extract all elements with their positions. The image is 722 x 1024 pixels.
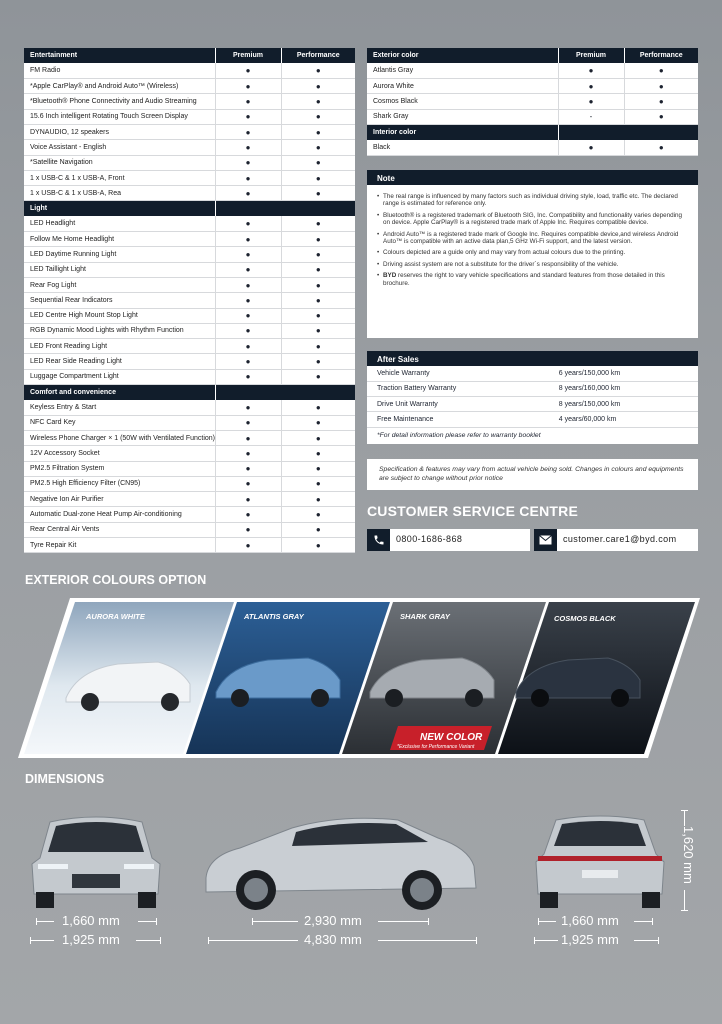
performance-mark: ● [281,339,355,354]
spec-row [24,63,355,78]
section-title: Interior color [367,124,558,139]
swatch-label-atlantis-gray: ATLANTIS GRAY [244,612,304,621]
feature-name: 15.6 Inch intelligent Rotating Touch Screen Display [24,109,215,124]
colour-name: Aurora White [367,79,558,94]
colour-row [367,79,698,94]
premium-mark: ● [215,186,281,201]
spec-section-row [24,385,355,400]
warranty-name: Vehicle Warranty [367,366,547,381]
note-item [377,272,688,287]
spec-row [24,415,355,430]
spec-row [24,308,355,323]
premium-mark: ● [215,277,281,292]
spec-row [24,538,355,553]
premium-mark: ● [215,339,281,354]
car-front-view [28,812,164,912]
premium-mark: ● [215,262,281,277]
spec-row [24,216,355,231]
premium-mark: ● [215,140,281,155]
swatch-label-shark-gray: SHARK GRAY [400,612,450,621]
performance-mark: ● [624,140,698,155]
premium-mark: ● [215,216,281,231]
feature-name: FM Radio [24,63,215,78]
length-dimension: 4,830 mm [304,932,362,947]
feature-name: Rear Fog Light [24,277,215,292]
section-title: Comfort and convenience [24,385,215,400]
feature-name: Luggage Compartment Light [24,369,215,384]
rear-width-dimension: 1,925 mm [561,932,619,947]
performance-mark: ● [281,216,355,231]
note-lead: BYD [383,272,397,280]
after-sales-row [367,381,698,396]
after-sales-row [367,366,698,381]
feature-spec-table [24,48,355,553]
after-sales-panel [367,351,698,444]
spec-row [24,155,355,170]
premium-mark: ● [558,94,624,109]
performance-mark: ● [281,63,355,78]
feature-name: 1 x USB-C & 1 x USB-A, Front [24,170,215,185]
performance-mark: ● [281,492,355,507]
section-title: Light [24,201,215,216]
section-spacer [281,385,355,400]
feature-name: *Bluetooth® Phone Connectivity and Audio Streaming [24,94,215,109]
after-sales-title: After Sales [367,351,698,366]
premium-mark: ● [558,79,624,94]
colour-row [367,109,698,124]
note-item [377,193,688,208]
spec-row [24,369,355,384]
feature-name: PM2.5 High Efficiency Filter (CN95) [24,476,215,491]
performance-header: Performance [281,48,355,63]
colour-name: Cosmos Black [367,94,558,109]
after-sales-row [367,397,698,412]
performance-mark: ● [281,293,355,308]
note-text: The real range is influenced by many factors such as individual driving style, load, traffic etc. The declared range is estimated for reference only. [383,193,678,208]
feature-name: *Apple CarPlay® and Android Auto™ (Wireless) [24,79,215,94]
feature-name: LED Centre High Mount Stop Light [24,308,215,323]
spec-row [24,339,355,354]
height-dimension: 1,620 mm [681,826,696,884]
section-spacer [624,124,698,139]
spec-disclaimer: Specification & features may vary from actual vehicle being sold. Changes in colours and equipments are subject to change without prior notice [367,459,698,490]
premium-header: Premium [558,48,624,63]
performance-mark: ● [281,430,355,445]
feature-name: NFC Card Key [24,415,215,430]
section-spacer [281,201,355,216]
note-list [367,185,698,287]
feature-name: Rear Central Air Vents [24,522,215,537]
spec-header-row [24,48,355,63]
section-spacer [558,124,624,139]
premium-mark: ● [215,538,281,553]
email-address: customer.care1@byd.com [563,534,677,544]
note-item [377,231,688,246]
spec-row [24,186,355,201]
premium-mark: ● [215,63,281,78]
performance-mark: ● [281,109,355,124]
swatch-label-cosmos-black: COSMOS BLACK [554,614,616,623]
performance-mark: ● [281,277,355,292]
new-color-label: NEW COLOR [420,732,483,743]
performance-mark: ● [281,507,355,522]
colour-name: Shark Gray [367,109,558,124]
feature-name: Sequential Rear Indicators [24,293,215,308]
phone-number: 0800-1686-868 [396,534,463,544]
spec-row [24,461,355,476]
performance-mark: ● [624,63,698,78]
email-contact[interactable] [534,529,698,551]
premium-mark: ● [215,400,281,415]
new-color-note: *Exclusive for Performance Variant [397,744,475,750]
premium-mark: ● [215,476,281,491]
spec-row [24,94,355,109]
premium-mark: ● [215,415,281,430]
feature-name: RGB Dynamic Mood Lights with Rhythm Function [24,323,215,338]
feature-name: *Satellite Navigation [24,155,215,170]
spec-row [24,522,355,537]
note-title: Note [367,170,698,185]
premium-mark: ● [215,446,281,461]
feature-name: DYNAUDIO, 12 speakers [24,124,215,139]
spec-row [24,446,355,461]
premium-mark: ● [215,247,281,262]
premium-mark: ● [215,232,281,247]
car-rear-view [532,812,668,912]
spec-row [24,507,355,522]
spec-row [24,140,355,155]
premium-mark: ● [215,430,281,445]
note-text: Bluetooth® is a registered trademark of Bluetooth SIG, Inc. Compatibility and functionality varies depending on device. Apple CarPlay® is a registered trade mark of Apple Inc. Requires compatible device. [383,211,683,227]
dimensions-title: DIMENSIONS [25,772,105,786]
feature-name: LED Rear Side Reading Light [24,354,215,369]
premium-header: Premium [215,48,281,63]
performance-mark: ● [624,109,698,124]
performance-mark: ● [281,538,355,553]
feature-name: Keyless Entry & Start [24,400,215,415]
section-title: Entertainment [24,48,215,63]
performance-mark: ● [281,140,355,155]
warranty-footnote: *For detail information please refer to warranty booklet [377,431,541,439]
front-track-dimension: 1,660 mm [62,913,120,928]
performance-mark: ● [281,232,355,247]
warranty-value: 4 years/60,000 km [547,412,698,427]
spec-row [24,323,355,338]
performance-mark: ● [281,170,355,185]
feature-name: 1 x USB-C & 1 x USB-A, Rea [24,186,215,201]
note-item [377,212,688,227]
premium-mark: ● [215,109,281,124]
spec-row [24,277,355,292]
spec-row [24,124,355,139]
spec-row [24,400,355,415]
colour-row [367,94,698,109]
spec-section-row [24,201,355,216]
phone-icon [367,529,390,551]
spec-row [24,232,355,247]
note-panel [367,170,698,338]
exterior-colours-title: EXTERIOR COLOURS OPTION [25,573,207,587]
premium-mark: ● [215,323,281,338]
premium-mark: ● [215,461,281,476]
note-text: reserves the right to vary vehicle specifications and standard features from those detailed in this brochure. [383,272,665,287]
spec-row [24,109,355,124]
feature-name: 12V Accessory Socket [24,446,215,461]
car-side-view [200,808,480,912]
feature-name: Automatic Dual-zone Heat Pump Air-conditioning [24,507,215,522]
colour-name: Black [367,140,558,155]
premium-mark: ● [215,354,281,369]
front-width-dimension: 1,925 mm [62,932,120,947]
note-text: Android Auto™ is a registered trade mark of Google Inc. Requires compatible device,and wireless Android Auto™ is compatible with an active data plan,5 GHz Wi-Fi support, and the latest version. [383,230,679,246]
premium-mark: ● [215,492,281,507]
performance-mark: ● [281,369,355,384]
feature-name: LED Daytime Running Light [24,247,215,262]
spec-row [24,430,355,445]
premium-mark: ● [558,63,624,78]
performance-header: Performance [624,48,698,63]
performance-mark: ● [281,94,355,109]
colour-row [367,140,698,155]
spec-row [24,293,355,308]
performance-mark: ● [281,79,355,94]
feature-name: Tyre Repair Kit [24,538,215,553]
spec-row [24,247,355,262]
customer-service-title: CUSTOMER SERVICE CENTRE [367,503,579,519]
performance-mark: ● [281,155,355,170]
premium-mark: ● [215,308,281,323]
note-text: Driving assist system are not a substitute for the driver´s responsibility of the vehicle. [383,260,619,268]
performance-mark: ● [624,79,698,94]
spec-row [24,170,355,185]
premium-mark: - [558,109,624,124]
feature-name: LED Taillight Light [24,262,215,277]
warranty-name: Free Maintenance [367,412,547,427]
spec-row [24,476,355,491]
note-item [377,261,688,268]
colour-name: Atlantis Gray [367,63,558,78]
performance-mark: ● [281,124,355,139]
note-text: Colours depicted are a guide only and may vary from actual colours due to the printing. [383,249,626,257]
premium-mark: ● [215,94,281,109]
premium-mark: ● [215,170,281,185]
warranty-name: Drive Unit Warranty [367,397,547,412]
feature-name: Wireless Phone Charger × 1 (50W with Ventilated Function) [24,430,215,445]
spec-row [24,492,355,507]
spec-row [24,354,355,369]
feature-name: LED Front Reading Light [24,339,215,354]
colour-row [367,63,698,78]
colour-section-row [367,124,698,139]
wheelbase-dimension: 2,930 mm [304,913,362,928]
phone-contact[interactable] [367,529,530,551]
feature-name: Negative Ion Air Purifier [24,492,215,507]
spec-row [24,262,355,277]
performance-mark: ● [281,522,355,537]
performance-mark: ● [281,262,355,277]
performance-mark: ● [281,476,355,491]
premium-mark: ● [558,140,624,155]
performance-mark: ● [281,247,355,262]
premium-mark: ● [215,124,281,139]
rear-track-dimension: 1,660 mm [561,913,619,928]
premium-mark: ● [215,522,281,537]
performance-mark: ● [281,308,355,323]
performance-mark: ● [624,94,698,109]
warranty-value: 8 years/160,000 km [547,381,698,396]
feature-name: LED Headlight [24,216,215,231]
premium-mark: ● [215,155,281,170]
note-item [377,249,688,256]
feature-name: Voice Assistant - English [24,140,215,155]
colour-spec-table [367,48,698,156]
premium-mark: ● [215,507,281,522]
section-spacer [215,201,281,216]
colour-header-row [367,48,698,63]
warranty-value: 8 years/150,000 km [547,397,698,412]
performance-mark: ● [281,461,355,476]
premium-mark: ● [215,369,281,384]
warranty-name: Traction Battery Warranty [367,381,547,396]
performance-mark: ● [281,400,355,415]
performance-mark: ● [281,415,355,430]
warranty-value: 6 years/150,000 km [547,366,698,381]
performance-mark: ● [281,186,355,201]
after-sales-row [367,412,698,427]
feature-name: PM2.5 Filtration System [24,461,215,476]
section-title: Exterior color [367,48,558,63]
premium-mark: ● [215,293,281,308]
feature-name: Follow Me Home Headlight [24,232,215,247]
swatch-label-aurora-white: AURORA WHITE [86,612,145,621]
spec-row [24,79,355,94]
premium-mark: ● [215,79,281,94]
section-spacer [215,385,281,400]
performance-mark: ● [281,354,355,369]
performance-mark: ● [281,446,355,461]
performance-mark: ● [281,323,355,338]
envelope-icon [534,529,557,551]
